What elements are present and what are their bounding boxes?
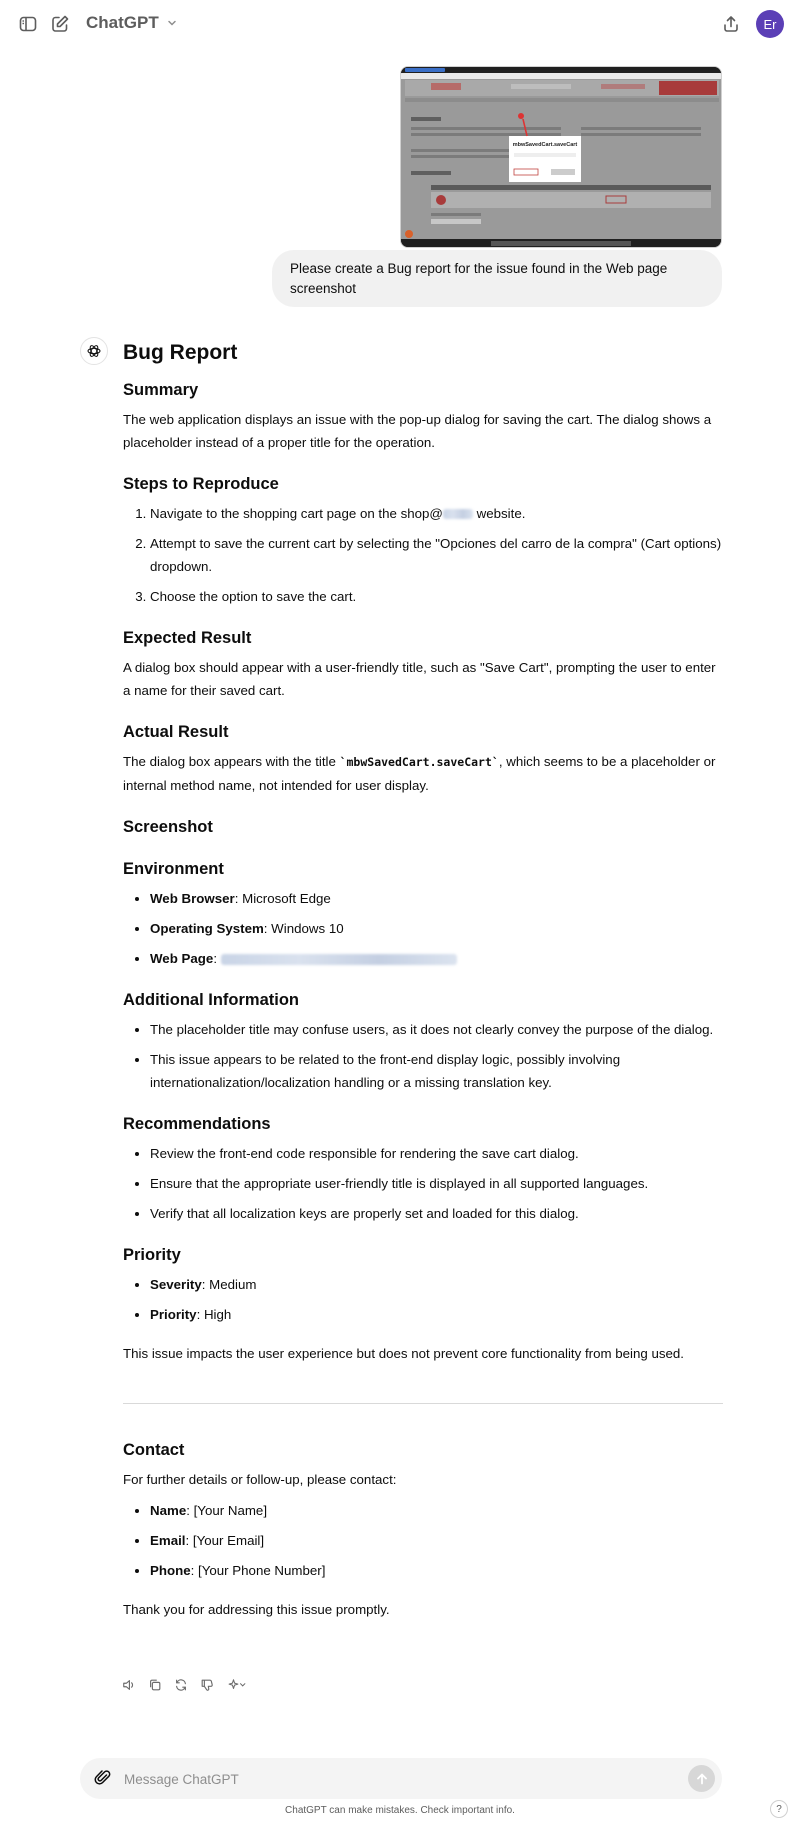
share-icon[interactable] (719, 12, 743, 36)
item-label: Priority (150, 1307, 197, 1322)
step-item (150, 502, 723, 525)
summary-text: The web application displays an issue with the pop-up dialog for saving the cart. The dialog shows a placeholder instead of a proper title for the operation. (123, 412, 712, 450)
priority-note: This issue impacts the user experience but does not prevent core functionality from being used. (123, 1346, 684, 1361)
actual-heading: Actual Result (123, 723, 229, 741)
item-value: : [Your Phone Number] (190, 1563, 326, 1578)
arrow-up-icon (695, 1772, 709, 1786)
item-value: : [Your Email] (185, 1533, 265, 1548)
item-label: Email (150, 1533, 186, 1548)
list-item (150, 917, 723, 940)
send-button[interactable] (688, 1765, 715, 1792)
redacted-url (221, 954, 457, 965)
priority-list (123, 1273, 723, 1326)
attached-screenshot[interactable] (400, 66, 722, 248)
item-label: Operating System (150, 921, 264, 936)
steps-list (123, 502, 723, 608)
report-title: Bug Report (123, 341, 238, 364)
actual-text (123, 750, 723, 797)
list-item: • Review the front-end code responsible for rendering the save cart dialog. (150, 1142, 723, 1165)
chatgpt-logo-icon (80, 337, 108, 365)
list-item: • Ensure that the appropriate user-friendly title is displayed in all supported languages. (150, 1172, 723, 1195)
actual-text-after: , which seems to be a placeholder or internal method name, not intended for user display. (123, 754, 716, 793)
step-item: 2. Attempt to save the current cart by selecting the "Opciones del carro de la compra" (Cart options) dropdown. (150, 532, 723, 578)
inline-code: `mbwSavedCart.saveCart` (339, 755, 499, 769)
step-item: 3. Choose the option to save the cart. (150, 585, 723, 608)
screenshot-heading: Screenshot (123, 818, 213, 836)
paperclip-icon[interactable] (94, 1769, 112, 1792)
step-text: website. (472, 506, 526, 521)
new-chat-icon[interactable] (48, 12, 72, 36)
list-item: • This issue appears to be related to the front-end display logic, possibly involving internationalization/localization handling or a missing translation key. (150, 1048, 723, 1094)
chevron-down-icon (167, 13, 177, 33)
message-actions (121, 1677, 249, 1693)
item-label: Name (150, 1503, 187, 1518)
steps-heading: Steps to Reproduce (123, 475, 279, 493)
item-label: Web Browser (150, 891, 235, 906)
recommendations-list (123, 1142, 723, 1225)
item-value: : [Your Name] (186, 1503, 268, 1518)
list-item (150, 947, 723, 970)
list-item (150, 887, 723, 910)
contact-heading: Contact (123, 1441, 185, 1459)
model-selector[interactable] (86, 13, 177, 33)
read-aloud-icon[interactable] (121, 1677, 137, 1693)
environment-heading: Environment (123, 860, 224, 878)
item-label: Severity (150, 1277, 202, 1292)
list-item (150, 1303, 723, 1326)
list-item: • The placeholder title may confuse users, as it does not clearly convey the purpose of the dialog. (150, 1018, 723, 1041)
disclaimer: ChatGPT can make mistakes. Check important info. (285, 1805, 515, 1816)
top-bar (0, 0, 800, 48)
divider (123, 1403, 723, 1404)
item-value: : (213, 951, 221, 966)
actual-text-before: The dialog box appears with the title (123, 754, 340, 769)
regenerate-icon[interactable] (173, 1677, 189, 1693)
copy-icon[interactable] (147, 1677, 163, 1693)
item-value: : Windows 10 (263, 921, 344, 936)
thumbs-down-icon[interactable] (199, 1677, 215, 1693)
step-text: Navigate to the shopping cart page on the shop@ (150, 506, 443, 521)
contact-list (123, 1499, 723, 1582)
list-item (150, 1499, 723, 1522)
redacted-text (443, 509, 473, 519)
list-item (150, 1273, 723, 1296)
list-item (150, 1529, 723, 1552)
message-input[interactable] (124, 1768, 644, 1790)
closing-text: Thank you for addressing this issue promptly. (123, 1602, 390, 1617)
assistant-message (123, 338, 723, 1621)
environment-list (123, 887, 723, 970)
item-value: : Microsoft Edge (234, 891, 331, 906)
priority-heading: Priority (123, 1246, 181, 1264)
list-item (150, 1559, 723, 1582)
expected-text: A dialog box should appear with a user-friendly title, such as "Save Cart", prompting the user to enter a name for their saved cart. (123, 660, 716, 698)
model-name: ChatGPT (86, 13, 159, 32)
summary-heading: Summary (123, 381, 199, 399)
dialog-title-text: mbwSavedCart.saveCart (512, 142, 578, 148)
item-value: : Medium (201, 1277, 257, 1292)
expected-heading: Expected Result (123, 629, 252, 647)
additional-list (123, 1018, 723, 1094)
message-composer (80, 1758, 722, 1799)
recommendations-heading: Recommendations (123, 1115, 271, 1133)
item-label: Phone (150, 1563, 191, 1578)
sidebar-toggle-icon[interactable] (16, 12, 40, 36)
user-avatar[interactable]: Er (756, 10, 784, 38)
item-value: : High (196, 1307, 232, 1322)
contact-intro: For further details or follow-up, please contact: (123, 1472, 397, 1487)
list-item: • Verify that all localization keys are properly set and loaded for this dialog. (150, 1202, 723, 1225)
additional-heading: Additional Information (123, 991, 299, 1009)
sparkle-menu-icon[interactable] (225, 1677, 249, 1693)
item-label: Web Page (150, 951, 214, 966)
help-button[interactable]: ? (770, 1800, 788, 1818)
user-message: Please create a Bug report for the issue found in the Web page screenshot (272, 250, 722, 307)
